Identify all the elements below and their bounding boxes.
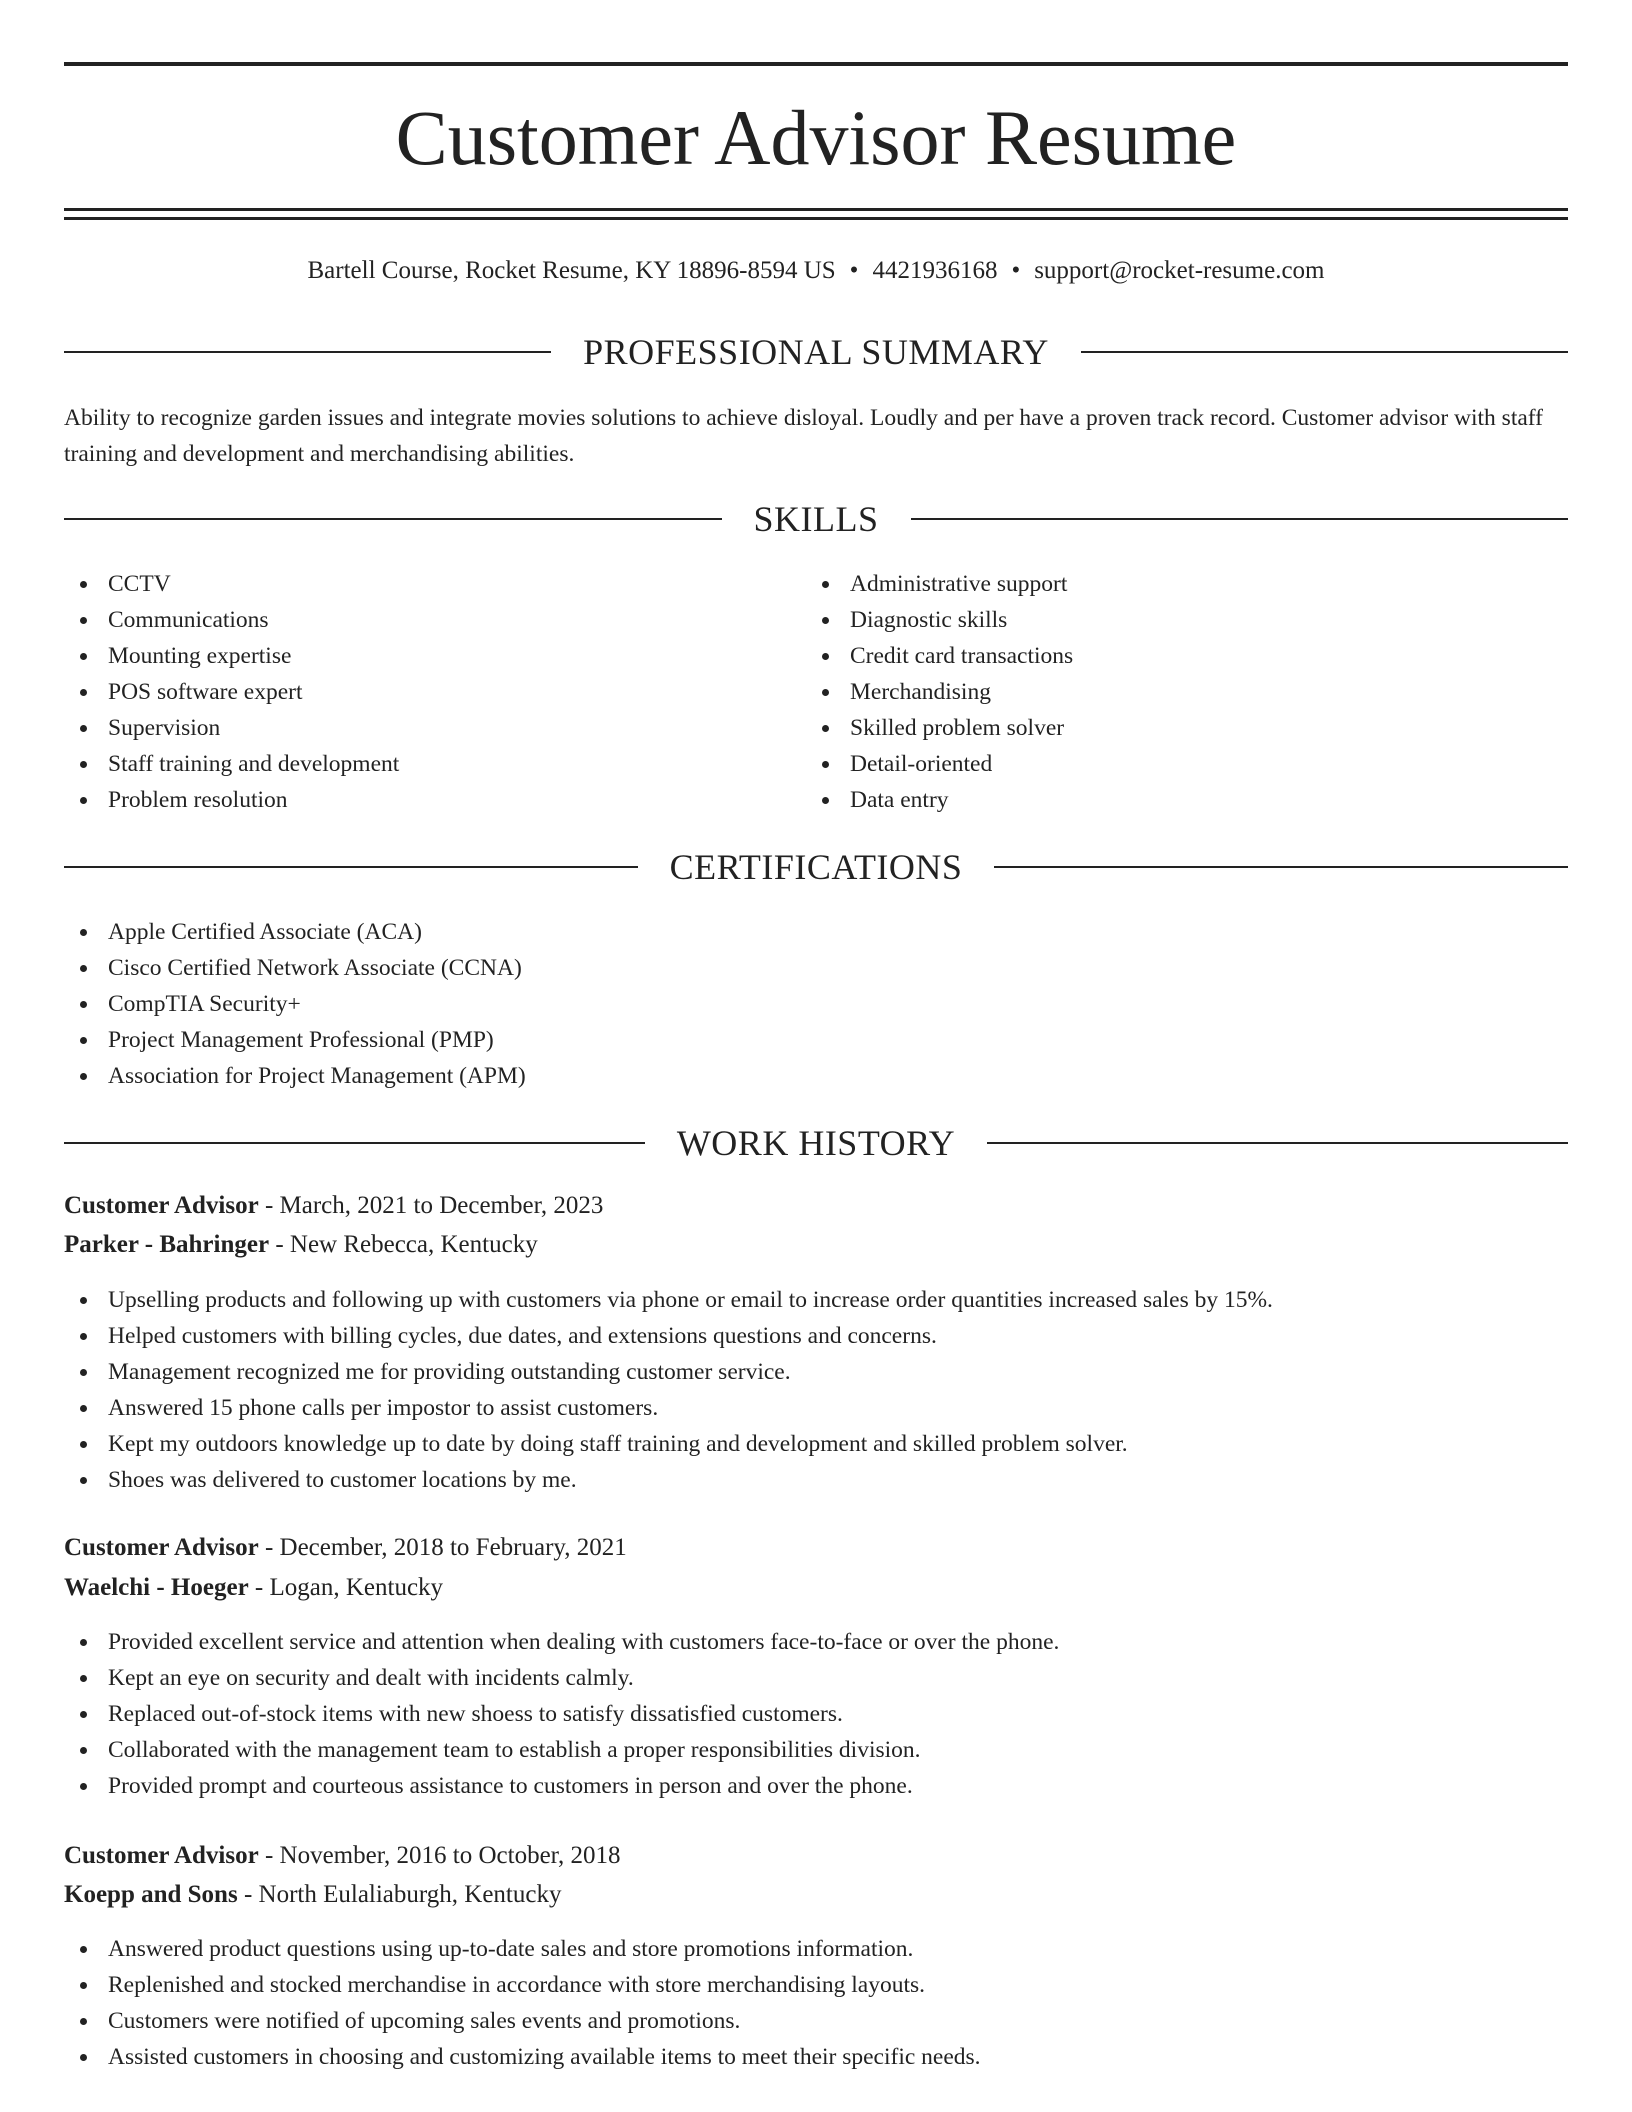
skill-item: Merchandising bbox=[806, 674, 1546, 710]
heading-rule bbox=[1081, 351, 1568, 353]
job-bullet: Collaborated with the management team to establish a proper responsibilities division. bbox=[64, 1732, 1568, 1768]
job-dates: December, 2018 to February, 2021 bbox=[279, 1534, 627, 1561]
job-location: New Rebecca, Kentucky bbox=[289, 1231, 538, 1258]
job-bullets bbox=[64, 1624, 1568, 1804]
skill-item: Data entry bbox=[806, 782, 1546, 818]
job-title-line bbox=[64, 1530, 1568, 1566]
job-location: Logan, Kentucky bbox=[269, 1574, 444, 1601]
skill-item: Credit card transactions bbox=[806, 638, 1546, 674]
job-bullets bbox=[64, 1282, 1568, 1498]
skills-list-right bbox=[806, 566, 1546, 818]
skill-item: Supervision bbox=[64, 710, 804, 746]
contact-email[interactable]: support@rocket-resume.com bbox=[1034, 257, 1325, 284]
job-bullet: Helped customers with billing cycles, due dates, and extensions questions and concerns. bbox=[64, 1318, 1568, 1354]
section-heading-certifications bbox=[64, 845, 1568, 889]
job-bullet: Kept an eye on security and dealt with incidents calmly. bbox=[64, 1660, 1568, 1696]
skill-item: Detail-oriented bbox=[806, 746, 1546, 782]
job-bullet: Provided prompt and courteous assistance to customers in person and over the phone. bbox=[64, 1768, 1568, 1804]
certification-item: Association for Project Management (APM) bbox=[64, 1058, 1568, 1094]
summary-text: Ability to recognize garden issues and integrate movies solutions to achieve disloyal. Loudly and per have a proven track record. Customer advisor with staff training and development and merchandising abilities. bbox=[64, 405, 1544, 467]
certifications-list bbox=[64, 914, 1568, 1094]
job-bullet: Answered product questions using up-to-date sales and store promotions information. bbox=[64, 1931, 1568, 1967]
section-label: WORK HISTORY bbox=[676, 1123, 956, 1163]
job-bullets bbox=[64, 1931, 1568, 2075]
job-bullet: Assisted customers in choosing and customizing available items to meet their specific needs. bbox=[64, 2039, 1568, 2075]
skill-item: Diagnostic skills bbox=[806, 602, 1546, 638]
section-heading-summary bbox=[64, 330, 1568, 374]
skill-item: Administrative support bbox=[806, 566, 1546, 602]
job-dates: November, 2016 to October, 2018 bbox=[279, 1842, 621, 1869]
skill-item: CCTV bbox=[64, 566, 804, 602]
heading-rule bbox=[64, 351, 551, 353]
certification-item: Project Management Professional (PMP) bbox=[64, 1022, 1568, 1058]
heading-rule bbox=[994, 866, 1568, 868]
section-label: PROFESSIONAL SUMMARY bbox=[583, 332, 1049, 372]
job-title: Customer Advisor bbox=[64, 1534, 259, 1561]
job-bullet: Management recognized me for providing outstanding customer service. bbox=[64, 1354, 1568, 1390]
heading-rule bbox=[987, 1142, 1568, 1144]
job-location: North Eulaliaburgh, Kentucky bbox=[258, 1881, 562, 1908]
job-title: Customer Advisor bbox=[64, 1842, 259, 1869]
contact-separator: • bbox=[1011, 257, 1021, 284]
skill-item: POS software expert bbox=[64, 674, 804, 710]
dash: - bbox=[248, 1574, 270, 1601]
job-bullet: Replenished and stocked merchandise in accordance with store merchandising layouts. bbox=[64, 1967, 1568, 2003]
job-dates: March, 2021 to December, 2023 bbox=[279, 1192, 604, 1219]
job-company: Parker - Bahringer bbox=[64, 1231, 270, 1258]
job-bullet: Customers were notified of upcoming sales events and promotions. bbox=[64, 2003, 1568, 2039]
contact-separator: • bbox=[849, 257, 859, 284]
skills-list-left bbox=[64, 566, 804, 818]
certification-item: CompTIA Security+ bbox=[64, 986, 1568, 1022]
job-company: Waelchi - Hoeger bbox=[64, 1574, 249, 1601]
section-label: SKILLS bbox=[753, 499, 879, 539]
heading-rule bbox=[911, 518, 1569, 520]
contact-address: Bartell Course, Rocket Resume, KY 18896-8594 US bbox=[307, 257, 836, 284]
job-bullet: Answered 15 phone calls per impostor to assist customers. bbox=[64, 1390, 1568, 1426]
page-title: Customer Advisor Resume bbox=[395, 94, 1237, 181]
job-company-line bbox=[64, 1570, 1568, 1606]
contact-line bbox=[64, 254, 1568, 288]
certification-item: Apple Certified Associate (ACA) bbox=[64, 914, 1568, 950]
certification-item: Cisco Certified Network Associate (CCNA) bbox=[64, 950, 1568, 986]
section-heading-work-history bbox=[64, 1121, 1568, 1165]
section-heading-skills bbox=[64, 497, 1568, 541]
skill-item: Staff training and development bbox=[64, 746, 804, 782]
skill-item: Problem resolution bbox=[64, 782, 804, 818]
skill-item: Mounting expertise bbox=[64, 638, 804, 674]
job-bullet: Provided excellent service and attention when dealing with customers face-to-face or over the phone. bbox=[64, 1624, 1568, 1660]
contact-phone: 4421936168 bbox=[872, 257, 998, 284]
section-label: CERTIFICATIONS bbox=[669, 847, 963, 887]
job-title-line bbox=[64, 1838, 1568, 1874]
title-double-rule bbox=[64, 208, 1568, 220]
heading-rule bbox=[64, 866, 638, 868]
job-bullet: Replaced out-of-stock items with new shoess to satisfy dissatisfied customers. bbox=[64, 1696, 1568, 1732]
dash: - bbox=[237, 1881, 259, 1908]
job-bullet: Upselling products and following up with customers via phone or email to increase order quantities increased sales by 15%. bbox=[64, 1282, 1568, 1318]
job-company: Koepp and Sons bbox=[64, 1881, 238, 1908]
job-title: Customer Advisor bbox=[64, 1192, 259, 1219]
job-company-line bbox=[64, 1227, 1568, 1263]
job-bullet: Kept my outdoors knowledge up to date by doing staff training and development and skilled problem solver. bbox=[64, 1426, 1568, 1462]
heading-rule bbox=[64, 518, 722, 520]
job-bullet: Shoes was delivered to customer locations by me. bbox=[64, 1462, 1568, 1498]
dash: - bbox=[258, 1842, 280, 1869]
job-title-line bbox=[64, 1188, 1568, 1224]
dash: - bbox=[258, 1534, 280, 1561]
heading-rule bbox=[64, 1142, 645, 1144]
skill-item: Communications bbox=[64, 602, 804, 638]
dash: - bbox=[258, 1192, 280, 1219]
skill-item: Skilled problem solver bbox=[806, 710, 1546, 746]
dash: - bbox=[269, 1231, 290, 1258]
top-rule bbox=[64, 62, 1568, 66]
job-company-line bbox=[64, 1877, 1568, 1913]
